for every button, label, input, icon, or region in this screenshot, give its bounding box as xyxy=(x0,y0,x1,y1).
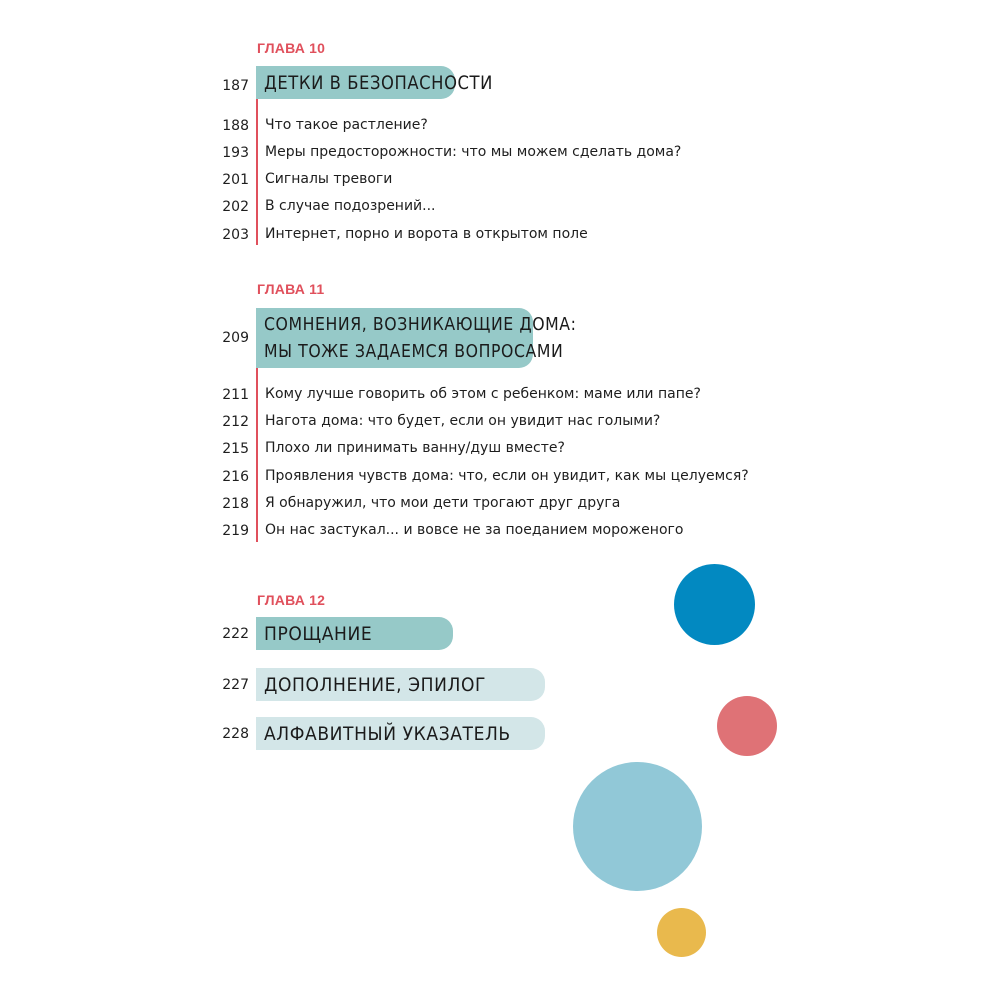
chapter-11-title-line-2: МЫ ТОЖЕ ЗАДАЕМСЯ ВОПРОСАМИ xyxy=(264,341,564,362)
toc-entry[interactable]: Проявления чувств дома: что, если он увидит, как мы целуемся? xyxy=(265,468,749,484)
toc-page-number: 211 xyxy=(222,387,249,403)
chapter-11-title[interactable] xyxy=(256,308,577,368)
chapter-10-title-text: ДЕТКИ В БЕЗОПАСНОСТИ xyxy=(264,71,493,94)
chapter-12-title[interactable] xyxy=(256,617,453,650)
extra-page-number: 227 xyxy=(222,677,249,693)
decorative-circle-lightblue xyxy=(573,762,702,891)
toc-entry[interactable]: Я обнаружил, что мои дети трогают друг друга xyxy=(265,495,621,511)
chapter-11-title-line-1: СОМНЕНИЯ, ВОЗНИКАЮЩИЕ ДОМА: xyxy=(264,314,577,335)
toc-page-number: 218 xyxy=(222,496,249,512)
decorative-circle-yellow xyxy=(657,908,706,957)
toc-page-number: 216 xyxy=(222,469,249,485)
chapter-10-divider xyxy=(256,99,258,245)
epilogue-title-text: ДОПОЛНЕНИЕ, ЭПИЛОГ xyxy=(264,673,487,696)
decorative-circle-blue xyxy=(674,564,755,645)
epilogue-title[interactable] xyxy=(256,668,545,701)
toc-page-number: 219 xyxy=(222,523,249,539)
index-title-text: АЛФАВИТНЫЙ УКАЗАТЕЛЬ xyxy=(264,722,511,745)
chapter-12-title-text: ПРОЩАНИЕ xyxy=(264,622,373,645)
toc-entry[interactable]: Интернет, порно и ворота в открытом поле xyxy=(265,226,588,242)
chapter-11-title-page: 209 xyxy=(222,330,249,346)
toc-page-number: 201 xyxy=(222,172,249,188)
toc-page-number: 202 xyxy=(222,199,249,215)
chapter-10-label: ГЛАВА 10 xyxy=(257,40,326,56)
chapter-10-title[interactable] xyxy=(256,66,493,99)
toc-entry[interactable]: Что такое растление? xyxy=(265,117,428,133)
toc-entry[interactable]: Кому лучше говорить об этом с ребенком: маме или папе? xyxy=(265,386,701,402)
toc-page-number: 193 xyxy=(222,145,249,161)
chapter-12-label: ГЛАВА 12 xyxy=(257,592,326,608)
extra-page-number: 228 xyxy=(222,726,249,742)
toc-entry[interactable]: Сигналы тревоги xyxy=(265,171,393,187)
index-title[interactable] xyxy=(256,717,545,750)
decorative-circle-red xyxy=(717,696,777,756)
toc-entry[interactable]: Он нас застукал... и вовсе не за поеданием мороженого xyxy=(265,522,684,538)
toc-page-number: 212 xyxy=(222,414,249,430)
toc-entry[interactable]: Плохо ли принимать ванну/душ вместе? xyxy=(265,440,565,456)
chapter-10-title-page: 187 xyxy=(222,78,249,94)
toc-page-number: 188 xyxy=(222,118,249,134)
toc-page-number: 215 xyxy=(222,441,249,457)
toc-entry[interactable]: Меры предосторожности: что мы можем сделать дома? xyxy=(265,144,682,160)
chapter-11-label: ГЛАВА 11 xyxy=(257,281,325,297)
chapter-12-title-page: 222 xyxy=(222,626,249,642)
chapter-11-divider xyxy=(256,368,258,542)
toc-entry[interactable]: Нагота дома: что будет, если он увидит нас голыми? xyxy=(265,413,661,429)
toc-page-number: 203 xyxy=(222,227,249,243)
toc-entry[interactable]: В случае подозрений... xyxy=(265,198,436,214)
